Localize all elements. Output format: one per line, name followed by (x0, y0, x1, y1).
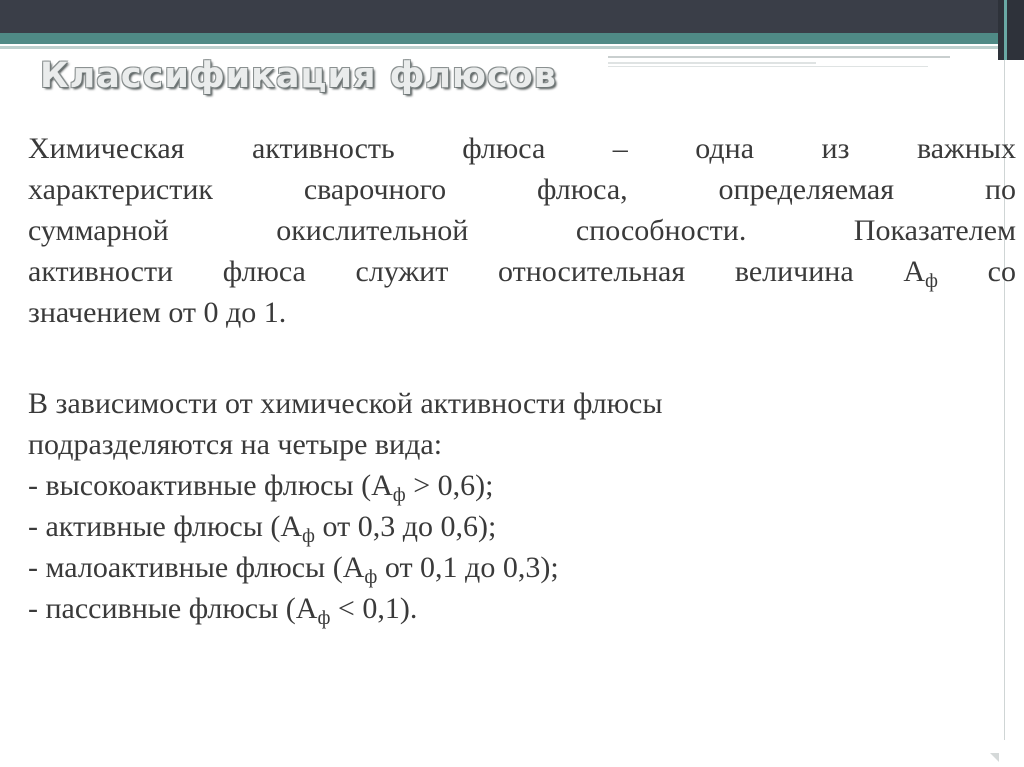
intro-line: В зависимости от химической активности флюсы (28, 387, 663, 420)
header-right-block (998, 0, 1024, 60)
subscript: ф (392, 484, 406, 506)
subscript: ф (364, 566, 378, 588)
text-segment: от 0,3 до 0,6); (315, 510, 497, 543)
paragraph-line: значением от 0 до 1. (28, 296, 287, 329)
header-dark-band (0, 0, 1024, 33)
subscript: ф (317, 607, 331, 629)
header-thin-band (0, 46, 1000, 49)
subscript: ф (302, 525, 316, 547)
paragraph-definition (28, 128, 1016, 333)
paragraph-line: характеристик сварочного флюса, определяемая по (28, 173, 1016, 206)
text-segment: > 0,6); (405, 469, 494, 502)
text-segment: < 0,1). (330, 592, 418, 625)
paragraph-line: суммарной окислительной способности. Показателем (28, 214, 1016, 247)
text-segment: от 0,1 до 0,3); (377, 551, 559, 584)
header-right-accent (1004, 0, 1007, 60)
text-segment: активности флюса служит относительная величина А (28, 255, 926, 288)
text-segment: со (937, 255, 1016, 288)
list-item (28, 547, 1016, 588)
header-teal-band (0, 33, 1000, 44)
paragraph-line (28, 251, 1016, 292)
decorative-rule (608, 62, 816, 64)
corner-mark (990, 753, 999, 762)
decorative-rule (608, 66, 928, 67)
list-item (28, 588, 1016, 629)
paragraph-classification (28, 383, 1016, 629)
intro-line: подразделяются на четыре вида: (28, 428, 443, 461)
list-item (28, 465, 1016, 506)
decorative-rule (608, 56, 950, 58)
slide-title: Классификация флюсов (40, 56, 557, 96)
text-segment: - пассивные флюсы (А (28, 592, 318, 625)
paragraph-line: Химическая активность флюса – одна из важных (28, 132, 1016, 165)
subscript: ф (925, 270, 938, 292)
text-segment: - активные флюсы (А (28, 510, 303, 543)
list-item (28, 506, 1016, 547)
text-segment: - высокоактивные флюсы (А (28, 469, 393, 502)
text-segment: - малоактивные флюсы (А (28, 551, 365, 584)
